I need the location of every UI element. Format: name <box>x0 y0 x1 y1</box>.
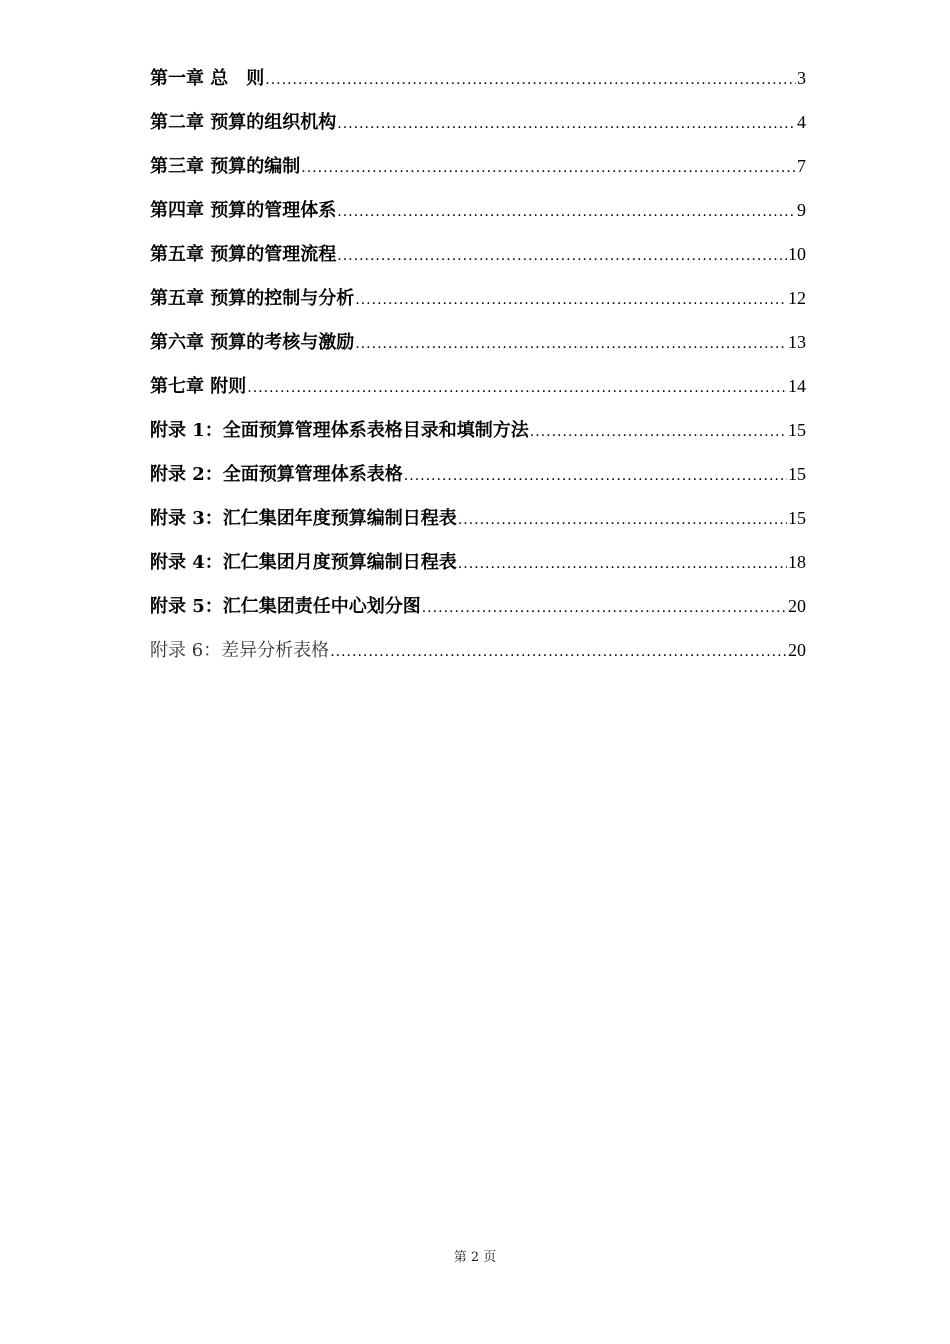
toc-entry-title: 第四章 预算的管理体系 <box>150 200 337 221</box>
toc-leader-dots <box>337 112 796 136</box>
toc-entry-title: 附录 5：汇仁集团责任中心划分图 <box>150 596 421 617</box>
toc-leader-dots <box>530 420 787 444</box>
toc-entry-chapter-2[interactable] <box>150 110 806 154</box>
toc-entry-chapter-7[interactable] <box>150 374 806 418</box>
table-of-contents <box>150 66 806 682</box>
toc-leader-dots <box>355 332 787 356</box>
toc-leader-dots <box>355 288 787 312</box>
toc-entry-appendix-1[interactable] <box>150 418 806 462</box>
toc-entry-title: 附录 2：全面预算管理体系表格 <box>150 464 403 485</box>
toc-entry-title: 附录 3：汇仁集团年度预算编制日程表 <box>150 508 457 529</box>
toc-leader-dots <box>247 376 787 400</box>
page-number-footer: 第 2 页 <box>453 1250 497 1265</box>
toc-entry-title: 第六章 预算的考核与激励 <box>150 332 355 353</box>
toc-entry-page: 9 <box>797 200 806 220</box>
toc-entry-page: 18 <box>788 552 806 572</box>
toc-entry-appendix-5[interactable] <box>150 594 806 638</box>
toc-entry-title: 第五章 预算的管理流程 <box>150 244 337 265</box>
toc-entry-page: 4 <box>797 112 806 132</box>
toc-leader-dots <box>337 200 796 224</box>
toc-leader-dots <box>337 244 787 268</box>
toc-entry-title: 附录 1：全面预算管理体系表格目录和填制方法 <box>150 420 529 441</box>
toc-entry-page: 15 <box>788 420 806 440</box>
toc-entry-chapter-6[interactable] <box>150 330 806 374</box>
toc-entry-title: 第七章 附则 <box>150 376 247 397</box>
toc-entry-title: 附录 4：汇仁集团月度预算编制日程表 <box>150 552 457 573</box>
toc-leader-dots <box>301 156 796 180</box>
toc-leader-dots <box>330 640 787 664</box>
toc-entry-page: 14 <box>788 376 806 396</box>
toc-entry-appendix-6[interactable] <box>150 638 806 682</box>
toc-entry-appendix-4[interactable] <box>150 550 806 594</box>
toc-entry-page: 15 <box>788 464 806 484</box>
toc-entry-chapter-3[interactable] <box>150 154 806 198</box>
toc-entry-page: 12 <box>788 288 806 308</box>
toc-entry-title: 第五章 预算的控制与分析 <box>150 288 355 309</box>
toc-entry-page: 20 <box>788 640 806 660</box>
toc-leader-dots <box>422 596 787 620</box>
toc-leader-dots <box>265 68 796 92</box>
toc-entry-page: 20 <box>788 596 806 616</box>
toc-entry-page: 3 <box>797 68 806 88</box>
toc-entry-chapter-5b[interactable] <box>150 286 806 330</box>
toc-entry-chapter-1[interactable] <box>150 66 806 110</box>
toc-entry-title: 第一章 总 则 <box>150 68 265 89</box>
toc-entry-page: 13 <box>788 332 806 352</box>
toc-leader-dots <box>404 464 787 488</box>
toc-entry-page: 15 <box>788 508 806 528</box>
toc-entry-page: 10 <box>788 244 806 264</box>
toc-entry-title: 第二章 预算的组织机构 <box>150 112 337 133</box>
toc-entry-page: 7 <box>797 156 806 176</box>
toc-leader-dots <box>458 552 787 576</box>
toc-entry-title: 第三章 预算的编制 <box>150 156 301 177</box>
toc-entry-appendix-2[interactable] <box>150 462 806 506</box>
toc-entry-chapter-4[interactable] <box>150 198 806 242</box>
toc-entry-title: 附录 6：差异分析表格 <box>150 640 330 661</box>
toc-entry-appendix-3[interactable] <box>150 506 806 550</box>
toc-leader-dots <box>458 508 787 532</box>
toc-entry-chapter-5a[interactable] <box>150 242 806 286</box>
